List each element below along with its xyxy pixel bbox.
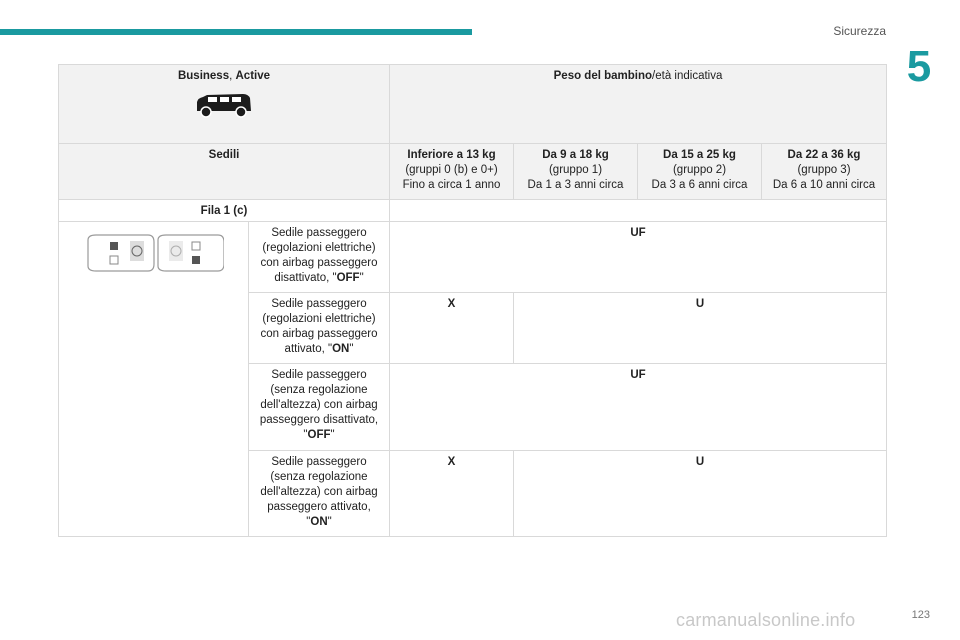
group-age: Da 1 a 3 anni circa xyxy=(527,179,624,191)
row-label: Fila 1 (c) xyxy=(200,205,248,217)
seats-label-cell xyxy=(59,144,390,200)
airbag-state: ON xyxy=(310,516,328,528)
chapter-accent-bar xyxy=(0,29,472,35)
suitability-value: UF xyxy=(630,227,646,239)
quote-close: " xyxy=(327,516,332,528)
suitability-value: X xyxy=(447,456,456,468)
group-detail: (gruppi 0 (b) e 0+) xyxy=(405,164,498,176)
quote-close: " xyxy=(349,343,354,355)
watermark: carmanualsonline.info xyxy=(676,610,856,630)
group-title: Da 22 a 36 kg xyxy=(787,149,861,161)
car-seat-diagram-icon xyxy=(84,232,224,274)
suitability-cell xyxy=(390,293,514,364)
group-col-4 xyxy=(762,144,887,200)
seat-desc xyxy=(249,364,390,451)
group-col-3 xyxy=(638,144,762,200)
version-separator: , xyxy=(229,70,236,82)
weight-title-cell xyxy=(390,65,887,144)
version-business: Business xyxy=(177,70,230,82)
weight-title: Peso del bambino xyxy=(553,70,653,82)
suitability-cell xyxy=(514,451,887,537)
group-age: Fino a circa 1 anno xyxy=(402,179,501,191)
van-icon xyxy=(195,92,253,118)
group-col-2 xyxy=(514,144,638,200)
airbag-state: ON xyxy=(332,343,350,355)
version-active: Active xyxy=(235,70,271,82)
suitability-value: U xyxy=(695,456,705,468)
group-title: Da 15 a 25 kg xyxy=(663,149,736,161)
suitability-cell xyxy=(514,293,887,364)
seats-label: Sedili xyxy=(208,149,240,161)
suitability-cell xyxy=(390,364,887,451)
page-number: 123 xyxy=(911,609,930,621)
quote-close: " xyxy=(359,272,364,284)
group-title: Da 9 a 18 kg xyxy=(542,149,609,161)
chapter-number: 5 xyxy=(906,42,932,91)
seat-desc-text: Sedile passeggero (regolazioni elettriche) con airbag passeggero disattivato, " xyxy=(260,227,378,284)
seat-desc-text: Sedile passeggero (regolazioni elettriche) con airbag passeggero attivato, " xyxy=(260,298,378,355)
suitability-value: UF xyxy=(630,369,646,381)
group-age: Da 3 a 6 anni circa xyxy=(651,179,748,191)
group-col-1 xyxy=(390,144,514,200)
group-detail: (gruppo 3) xyxy=(797,164,851,176)
suitability-cell xyxy=(390,222,887,293)
row-label-empty xyxy=(390,200,887,222)
seat-desc-text: Sedile passeggero (senza regolazione dell'altezza) con airbag passeggero attivato, " xyxy=(260,456,378,528)
quote-close: " xyxy=(330,429,335,441)
seat-desc xyxy=(249,222,390,293)
version-cell xyxy=(59,65,390,144)
seat-diagram-cell xyxy=(59,222,249,537)
suitability-cell xyxy=(390,451,514,537)
suitability-value: X xyxy=(447,298,456,310)
group-age: Da 6 a 10 anni circa xyxy=(772,179,876,191)
table-row xyxy=(59,222,887,293)
group-detail: (gruppo 2) xyxy=(672,164,727,176)
table-header-row xyxy=(59,65,887,144)
group-header-row xyxy=(59,144,887,200)
row-label-row xyxy=(59,200,887,222)
airbag-state: OFF xyxy=(336,272,360,284)
seat-desc-text: Sedile passeggero (senza regolazione dell'altezza) con airbag passeggero disattivato, " xyxy=(259,369,379,441)
child-seat-table xyxy=(58,64,887,537)
group-detail: (gruppo 1) xyxy=(548,164,603,176)
seat-desc xyxy=(249,451,390,537)
weight-subtitle: /età indicativa xyxy=(652,70,723,82)
row-label-cell xyxy=(59,200,390,222)
seat-desc xyxy=(249,293,390,364)
suitability-value: U xyxy=(695,298,705,310)
group-title: Inferiore a 13 kg xyxy=(407,149,496,161)
airbag-state: OFF xyxy=(307,429,331,441)
section-title: Sicurezza xyxy=(833,24,886,38)
